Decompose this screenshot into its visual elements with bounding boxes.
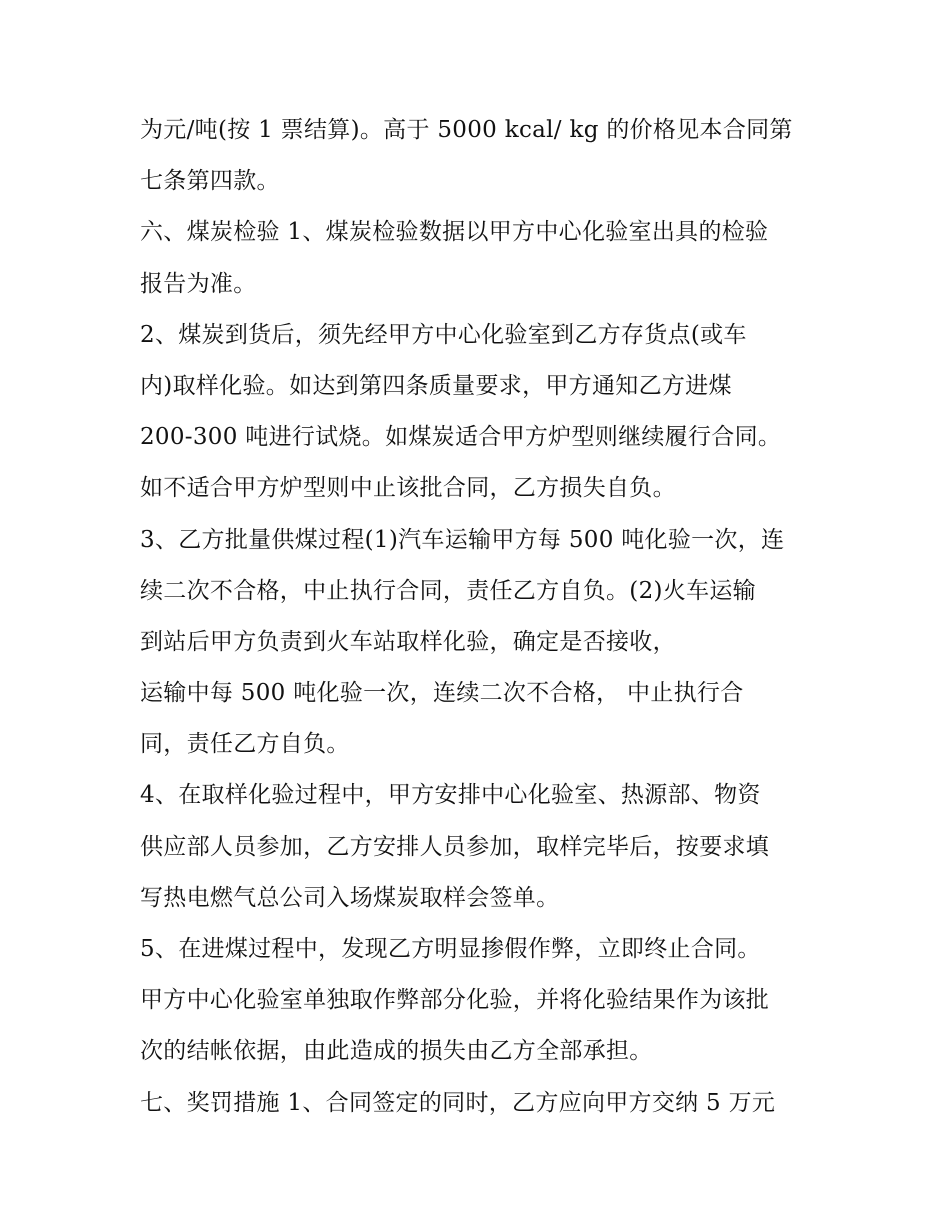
- text-line: 六、煤炭检验 1、煤炭检验数据以甲方中心化验室出具的检验: [140, 219, 769, 246]
- text-line: 同，责任乙方自负。: [140, 731, 350, 758]
- text-line: 2、煤炭到货后，须先经甲方中心化验室到乙方存货点(或车: [140, 321, 747, 348]
- text-line: 写热电燃气总公司入场煤炭取样会签单。: [140, 884, 560, 911]
- text-line: 到站后甲方负责到火车站取样化验，确定是否接收，: [140, 628, 676, 655]
- text-line: 200-300 吨进行试烧。如煤炭适合甲方炉型则继续履行合同。: [140, 424, 782, 451]
- text-line: 七条第四款。: [140, 168, 280, 195]
- text-line: 甲方中心化验室单独取作弊部分化验，并将化验结果作为该批: [140, 987, 770, 1014]
- contract-text: [140, 105, 830, 1129]
- text-line: 5、在进煤过程中，发现乙方明显掺假作弊，立即终止合同。: [140, 936, 761, 962]
- text-line: 运输中每 500 吨化验一次，连续二次不合格， 中止执行合: [140, 680, 744, 707]
- text-line: 次的结帐依据，由此造成的损失由乙方全部承担。: [140, 1038, 653, 1065]
- text-line: 报告为准。: [140, 270, 257, 297]
- text-line: 3、乙方批量供煤过程(1)汽车运输甲方每 500 吨化验一次，连: [140, 526, 785, 553]
- text-line: 七、奖罚措施 1、合同签定的同时，乙方应向甲方交纳 5 万元: [140, 1089, 776, 1116]
- text-line: 为元/吨(按 1 票结算)。高于 5000 kcal/ kg 的价格见本合同第: [140, 117, 793, 143]
- text-line: 内)取样化验。如达到第四条质量要求，甲方通知乙方进煤: [140, 372, 732, 399]
- text-line: 供应部人员参加，乙方安排人员参加，取样完毕后，按要求填: [140, 833, 770, 860]
- text-line: 续二次不合格，中止执行合同，责任乙方自负。(2)火车运输: [140, 577, 756, 604]
- text-line: 如不适合甲方炉型则中止该批合同，乙方损失自负。: [140, 475, 676, 502]
- text-line: 4、在取样化验过程中，甲方安排中心化验室、热源部、物资: [140, 782, 761, 809]
